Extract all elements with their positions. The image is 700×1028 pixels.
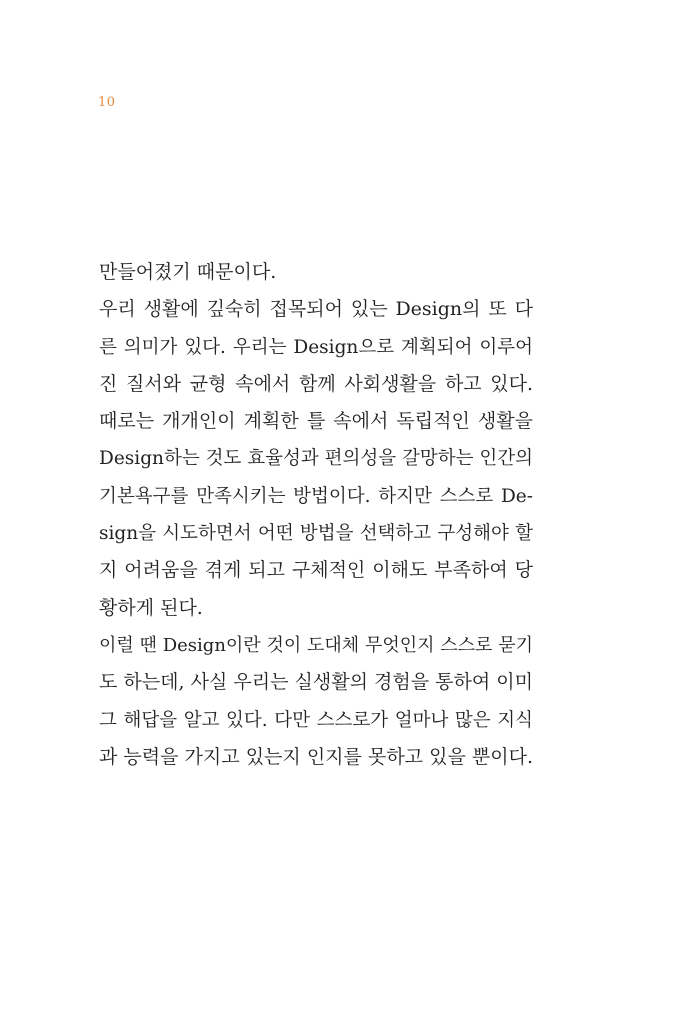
text-line: 기본욕구를 만족시키는 방법이다. 하지만 스스로 De- xyxy=(99,485,533,507)
text-line: 우리 생활에 깊숙히 접목되어 있는 Design의 또 다 xyxy=(99,298,533,321)
text-line: 때로는 개개인이 계획한 틀 속에서 독립적인 생활을 xyxy=(99,410,533,433)
body-text xyxy=(99,254,533,776)
text-line: sign을 시도하면서 어떤 방법을 선택하고 구성해야 할 xyxy=(99,523,533,545)
text-line: 도 하는데, 사실 우리는 실생활의 경험을 통하여 이미 xyxy=(99,671,533,694)
page-number: 10 xyxy=(98,95,116,110)
text-line: 황하게 된다. xyxy=(99,596,203,619)
text-line: 그 해답을 알고 있다. 다만 스스로가 얼마나 많은 지식 xyxy=(99,709,533,731)
text-line: 만들어졌기 때문이다. xyxy=(99,261,277,283)
text-line: 이럴 땐 Design이란 것이 도대체 무엇인지 스스로 묻기 xyxy=(99,634,533,656)
text-line: 지 어려움을 겪게 되고 구체적인 이해도 부족하여 당 xyxy=(99,559,533,582)
text-line: 과 능력을 가지고 있는지 인지를 못하고 있을 뿐이다. xyxy=(99,745,533,768)
text-line: Design하는 것도 효율성과 편의성을 갈망하는 인간의 xyxy=(99,448,533,470)
text-line: 진 질서와 균형 속에서 함께 사회생활을 하고 있다. xyxy=(99,372,533,395)
text-line: 른 의미가 있다. 우리는 Design으로 계획되어 이루어 xyxy=(99,336,533,358)
